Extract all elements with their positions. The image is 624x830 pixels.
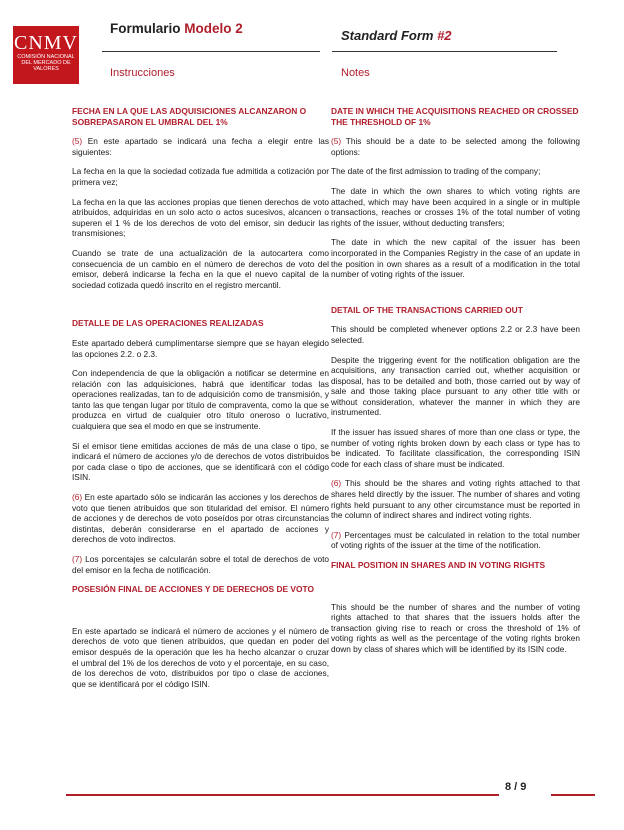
paragraph <box>331 136 580 157</box>
note-number: (5) <box>331 136 342 147</box>
footer-divider-right <box>551 794 595 796</box>
paragraph: La fecha en la que la sociedad cotizada fue admitida a cotización por primera vez; <box>72 166 329 187</box>
form-title-es-prefix: Formulario <box>110 21 185 36</box>
paragraph-text: This should be the shares and voting rights attached to that shares held directly by the issuer. The number of shares and voting rights held pursuant to any other circumstance must be reported in the column of indirect shares and indirect voting rights. <box>331 478 580 521</box>
note-number: (6) <box>72 492 83 503</box>
paragraph-text: En este apartado sólo se indicarán las acciones y los derechos de voto que tienen atribuidos que son titularidad del emisor. El número de acciones y de derechos de voto poseídos por otras circunstancias distintas, deberán considerarse en el apartado de acciones y derechos de voto indirectos. <box>72 492 329 545</box>
paragraph: The date in which the new capital of the issuer has been incorporated in the Companies Registry in the case of an update in the position in own shares as a result of a modification in the total number of voting rights of the issuer. <box>331 237 580 280</box>
note-number: (6) <box>331 478 342 489</box>
spacer <box>72 604 329 626</box>
section-heading: POSESIÓN FINAL DE ACCIONES Y DE DERECHOS DE VOTO <box>72 584 314 595</box>
english-column <box>331 106 580 664</box>
paragraph: Con independencia de que la obligación a notificar se determine en relación con las adquisiciones, habrá que identificar todas las operaciones realizadas, tan to de adquisición como de transmisión, y tanto las que tengan lugar por título de compraventa, como la que se produzca en virtud de cualquier otro título oneroso o lucrativo, cualquiera que sea el modo en que se instrumente. <box>72 368 329 432</box>
header-divider-es <box>102 51 320 52</box>
paragraph: La fecha en la que las acciones propias que tienen derechos de voto atribuidos, adquiridas en un solo acto o actos sucesivos, alcancen o superen el 1 % de los derechos de voto del emisor, sin deducir las transmisiones; <box>72 196 329 239</box>
paragraph: En este apartado se indicará el número de acciones y el número de derechos de voto que tienen atribuidos, que quedan en poder del emisor después de la operación que les ha hecho alcanzar o cruzar el umbral del 1% de los derechos de voto y el porcentaje, en su caso, de los derechos de voto, distribuidos por tipo o clase de acciones, que se identificará por el código ISIN. <box>72 625 329 689</box>
spacer <box>72 299 329 318</box>
footer-divider-left <box>66 794 499 796</box>
note-number: (7) <box>331 529 342 540</box>
paragraph: The date in which the own shares to which voting rights are attached, which may have been acquired in a single or in multiple transactions, reaches or crosses 1% of the total number of voting rights of the issuer, without deducting transfers; <box>331 185 580 228</box>
paragraph <box>72 554 329 575</box>
paragraph-text: This should be a date to be selected among the following options: <box>331 136 580 157</box>
paragraph <box>72 492 329 545</box>
header-divider-en <box>332 51 557 52</box>
paragraph-text: En este apartado se indicará una fecha a elegir entre las siguientes: <box>72 136 329 157</box>
note-number: (5) <box>72 136 83 147</box>
paragraph: The date of the first admission to trading of the company; <box>331 166 541 177</box>
section-heading: DETAIL OF THE TRANSACTIONS CARRIED OUT <box>331 304 523 315</box>
paragraph <box>72 136 329 157</box>
form-title-en-accent: #2 <box>437 28 452 43</box>
form-title-es-accent: Modelo 2 <box>184 21 243 36</box>
paragraph: Despite the triggering event for the notification obligation are the acquisitions, any transaction carried out, whether acquisition or disposal, has to be detailed and both, those carried out by way of sale and those taking place pursuant to any other title with or without consideration, whatever the manner in which they are instrumented. <box>331 354 580 418</box>
cnmv-logo <box>13 26 79 84</box>
form-title-en <box>341 28 452 43</box>
paragraph: Este apartado deberá cumplimentarse siempre que se hayan elegido las opciones 2.2. o 2.3. <box>72 337 329 359</box>
page-number: 8 / 9 <box>505 781 527 793</box>
paragraph: Cuando se trate de una actualización de la autocartera como consecuencia de un cambio en el número de derechos de voto del emisor, deberá indicarse la fecha en la que el nuevo capital de la sociedad cotizada quedó inscrito en el registro mercantil. <box>72 247 329 290</box>
spacer <box>331 289 580 305</box>
paragraph: If the issuer has issued shares of more than one class or type, the number of voting rights broken down by each class or type has to be indicated. To facilitate classification, the corresponding ISIN code for each class of share must be indicated. <box>331 427 580 469</box>
paragraph-text: Los porcentajes se calcularán sobre el total de derechos de voto del emisor en la fecha de notificación. <box>72 554 329 575</box>
paragraph <box>331 530 580 551</box>
logo-wordmark: CNMV <box>13 32 78 54</box>
section-heading: DATE IN WHICH THE ACQUISITIONS REACHED OR CROSSED THE THRESHOLD OF 1% <box>331 106 579 127</box>
paragraph: Si el emisor tiene emitidas acciones de más de una clase o tipo, se indicará el número de acciones y/o de derechos de votos distribuidos por cada clase o tipo de acciones, que se identificará con el código ISIN. <box>72 440 329 483</box>
section-heading: FINAL POSITION IN SHARES AND IN VOTING RIGHTS <box>331 560 546 570</box>
spacer <box>331 580 580 602</box>
note-number: (7) <box>72 554 83 564</box>
form-title-en-prefix: Standard Form <box>341 28 438 43</box>
paragraph <box>331 478 580 520</box>
section-heading: FECHA EN LA QUE LAS ADQUISICIONES ALCANZARON O SOBREPASARON EL UMBRAL DEL 1% <box>72 106 307 127</box>
spanish-column <box>72 106 329 698</box>
form-title-es <box>110 21 243 36</box>
instructions-label: Instrucciones <box>110 67 175 79</box>
section-heading: DETALLE DE LAS OPERACIONES REALIZADAS <box>72 318 264 329</box>
logo-subtext: COMISIÓN NACIONAL DEL MERCADO DE VALORES <box>17 54 75 72</box>
paragraph-text: Percentages must be calculated in relation to the total number of voting rights of the issuer at the time of the notification. <box>331 529 580 551</box>
paragraph: This should be completed whenever options 2.2 or 2.3 have been selected. <box>331 324 580 345</box>
paragraph: This should be the number of shares and the number of voting rights attached to that shares that the issuers holds after the transaction giving rise to reach or cross the threshold of 1% of voting rights as well as the percentage of the voting rights broken down by class of shares which will be identified by its ISIN code. <box>331 601 580 654</box>
notes-label: Notes <box>341 67 370 79</box>
